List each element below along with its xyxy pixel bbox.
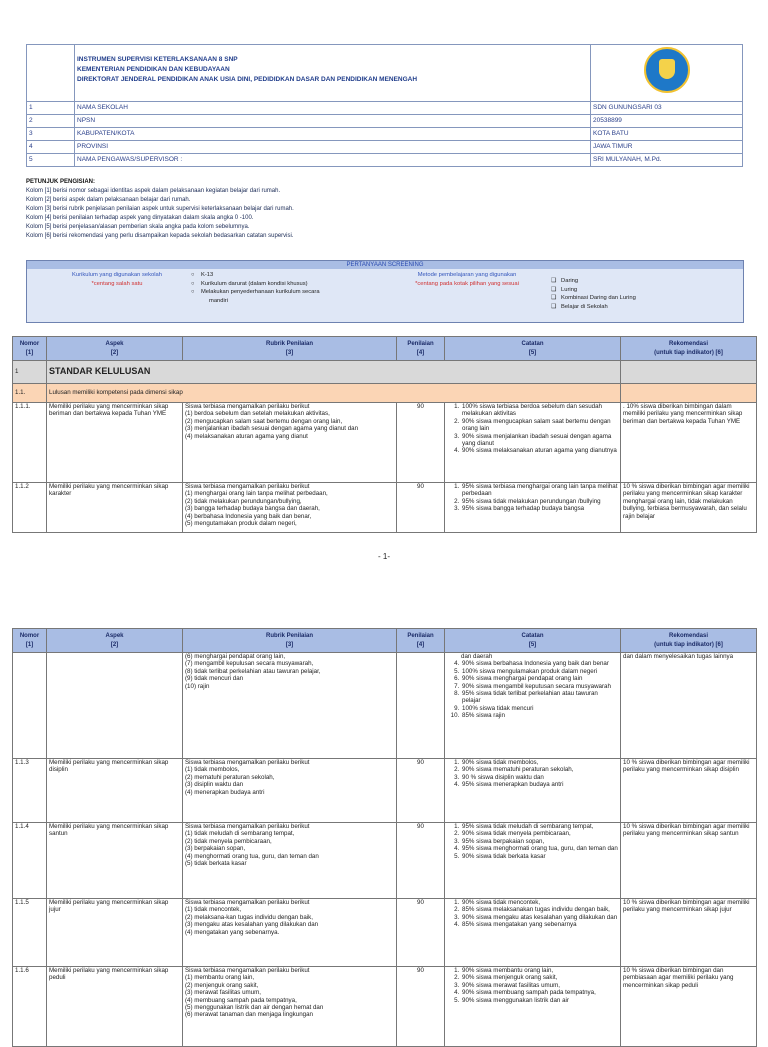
identity-row: 3 KABUPATEN/KOTA KOTA BATU	[27, 128, 743, 141]
rubric-line: (5) tidak berkata kasar	[185, 860, 247, 868]
assessment-table-page-2	[12, 628, 757, 1047]
recommendation-cell: dan dalam menyelesaikan tugas lainnya	[621, 653, 757, 759]
aspect-cell: Memiliki perilaku yang mencerminkan sikap beriman dan bertakwa kepada Tuhan YME	[47, 403, 183, 483]
notes-continuation: dan daerah	[461, 653, 493, 660]
identity-row: 4 PROVINSI JAWA TIMUR	[27, 141, 743, 154]
note-item: 2. 95% siswa tidak melakukan perundungan /bullying	[461, 498, 618, 505]
score-cell: 90	[397, 759, 445, 823]
rubric-line: Siswa terbiasa mengamalkan perilaku berikut	[185, 403, 310, 410]
identity-value: KOTA BATU	[591, 128, 743, 141]
note-item: 3. 90 % siswa disiplin waktu dan	[461, 774, 618, 781]
recommendation-cell: 10 % siswa diberikan bimbingan dan pembiasaan agar memiliki perilaku yang mencerminkan sikap peduli	[621, 967, 757, 1047]
rubric-line: (6) menghargai pendapat orang lain,	[185, 653, 286, 660]
notes-cell	[445, 403, 621, 483]
rubric-cell	[183, 403, 397, 483]
note-item: 10. 85% siswa rajin	[461, 712, 618, 719]
checkbox-kombinasi[interactable]: ❑ Kombinasi Daring dan Luring	[551, 295, 636, 301]
rubric-cell	[183, 483, 397, 533]
screening-title: PERTANYAAN SCREENING	[27, 261, 743, 269]
identity-value: SDN GUNUNGSARI 03	[591, 102, 743, 115]
row-number: 1.1.4	[13, 823, 47, 899]
table-row	[13, 899, 757, 967]
rubric-line: (8) tidak terlibat perkelahian atau tawuran pelajar,	[185, 667, 321, 675]
score-cell: 90	[397, 823, 445, 899]
row-number: 1.1.5	[13, 899, 47, 967]
score-cell: 90	[397, 967, 445, 1047]
notes-list	[447, 483, 618, 513]
note-item: 5. 100% siswa mengulamakan produk dalam negeri	[461, 668, 618, 675]
rubric-line: (2) menjenguk orang sakit,	[185, 981, 259, 989]
section-row: 1 STANDAR KELULUSAN	[13, 361, 757, 384]
aspect-cell: Memiliki perilaku yang mencerminkan sikap santun	[47, 823, 183, 899]
rubric-line: (3) merawat fasilitas umum,	[185, 989, 261, 997]
section-title: STANDAR KELULUSAN	[47, 361, 621, 384]
note-item: 5. 90% siswa menggunakan listrik dan air	[461, 997, 618, 1004]
screening-q2: Metode pembelajaran yang digunakan	[417, 272, 517, 278]
note-item: 2. 90% siswa mematuhi peraturan sekolah,	[461, 766, 618, 773]
note-item: 9. 100% siswa tidak mencuri	[461, 705, 618, 712]
rubric-line: (3) menjalankan ibadah sesuai dengan agama yang dianut dan	[185, 425, 359, 433]
subsection-title: Lulusan memiliki kompetensi pada dimensi sikap	[47, 384, 621, 403]
table-header-row: Nomor [1] Aspek [2] Rubrik Penilaian [3] Penilaian [4] Catatan [5] Rekomendasi (untuk tiap indikator) [6]	[13, 337, 757, 361]
radio-kurikulum-darurat[interactable]: ○ Kurikulum darurat (dalam kondisi khusus)	[191, 280, 308, 287]
rubric-line: (2) tidak menyela pembicaraan,	[185, 837, 272, 845]
aspect-cell: Memiliki perilaku yang mencerminkan sikap karakter	[47, 483, 183, 533]
rubric-line: Siswa terbiasa mengamalkan perilaku berikut	[185, 899, 310, 906]
note-item: 2. 90% siswa mengucapkan salam saat bertemu dengan orang lain	[461, 418, 618, 433]
note-item: 4. 90% siswa membuang sampah pada tempatnya,	[461, 989, 618, 996]
instruction-line: Kolom [4] berisi penilaian terhadap aspek yang dinyatakan dalam skala angka 0 -100.	[26, 215, 254, 221]
rubric-line: (1) tidak meludah di sembarang tempat,	[185, 830, 295, 838]
recommendation-cell: 10 % siswa diberikan bimbingan agar memiliki perilaku yang mencerminkan sikap karakter menghargai orang lain, tidak melakukan bullying, terbiasa bermusyawarah, dan selalu rajin belajar	[621, 483, 757, 533]
note-item: 3. 90% siswa menjalankan ibadah sesuai dengan agama yang dianut	[461, 433, 618, 448]
page-2	[0, 590, 768, 1024]
aspect-cell	[47, 653, 183, 759]
checkbox-daring[interactable]: ❑ Daring	[551, 278, 579, 284]
notes-cell	[445, 823, 621, 899]
notes-cell	[445, 759, 621, 823]
table-row	[13, 403, 757, 483]
note-item: 4. 90% siswa melaksanakan aturan agama yang dianutnya	[461, 447, 618, 454]
assessment-table-page-1	[12, 336, 757, 533]
note-item: 1. 90% siswa tidak membolos,	[461, 759, 618, 766]
rubric-line: Siswa terbiasa mengamalkan perilaku berikut	[185, 967, 310, 974]
rubric-line: (4) berbahasa Indonesia yang baik dan benar,	[185, 512, 312, 520]
tut-wuri-handayani-logo-icon	[644, 47, 690, 93]
notes-cell	[445, 483, 621, 533]
radio-penyederhanaan[interactable]: ○ Melakukan penyederhanaan kurikulum secara	[191, 289, 320, 295]
rubric-line: (1) tidak membolos,	[185, 766, 240, 774]
rubric-line: (2) mengucapkan salam saat bertemu dengan orang lain,	[185, 417, 343, 425]
instruction-line: Kolom [2] berisi aspek dalam pelaksanaan belajar dari rumah.	[26, 197, 191, 203]
identity-label: PROVINSI	[75, 141, 591, 154]
rubric-line: (4) menerapkan budaya antri	[185, 788, 265, 796]
note-item: 4. 85% siswa mengatakan yang sebenarnya	[461, 921, 618, 928]
recommendation-cell: 10 % siswa diberikan bimbingan agar memiliki perilaku yang mencerminkan sikap santun	[621, 823, 757, 899]
note-item: 1. 95% siswa terbiasa menghargai orang lain tanpa melihat perbedaan	[461, 483, 618, 498]
instruction-line: Kolom [5] berisi penjelasan/alasan pemberian skala angka pada kolom sebelumnya.	[26, 224, 250, 230]
note-item: 4. 95% siswa menerapkan budaya antri	[461, 781, 618, 788]
table-row	[13, 967, 757, 1047]
rubric-line: (4) mengatakan yang sebenarnya.	[185, 928, 280, 936]
note-item: 2. 90% siswa menjenguk orang sakit,	[461, 974, 618, 981]
note-item: 4. 95% siswa menghormati orang tua, guru, dan teman dan	[461, 845, 618, 852]
identity-row: 1 NAMA SEKOLAH SDN GUNUNGSARI 03	[27, 102, 743, 115]
instruction-line: Kolom [3] berisi rubrik penjelasan penilaian aspek untuk supervisi keterlaksanaan belajar dari rumah.	[26, 206, 294, 212]
page-1-rows	[13, 403, 757, 533]
screening-q2-note: *centang pada kotak pilihan yang sesuai	[415, 280, 519, 287]
row-number: 1.1.2	[13, 483, 47, 533]
rubric-line: (7) mengambil kepulusan secara musyawarah,	[185, 660, 314, 668]
notes-cell	[445, 653, 621, 759]
rubric-cell	[183, 899, 397, 967]
note-item: 5. 90% siswa tidak berkata kasar	[461, 853, 618, 860]
instruction-line: Kolom [1] berisi nomor sebagai identitas aspek dalam pelaksanaan kegiatan belajar dari rumah.	[26, 188, 281, 194]
rubric-line: (2) tidak melakukan perundungan/bullying,	[185, 497, 302, 505]
notes-list	[447, 403, 618, 455]
identity-label: NAMA PENGAWAS/SUPERVISOR :	[75, 154, 591, 167]
note-item: 8. 95% siswa tidak terlibat perkelahian atau tawuran pelajar	[461, 690, 618, 705]
note-item: 7. 90% siswa mengambil keputusan secara musyawarah	[461, 683, 618, 690]
aspect-cell: Memiliki perilaku yang mencerminkan sikap jujur	[47, 899, 183, 967]
notes-list	[447, 660, 618, 719]
rubric-line: (5) mengutamakan produk dalam negeri,	[185, 520, 297, 528]
notes-list	[447, 759, 618, 789]
recommendation-cell: 10 % siswa diberikan bimbingan agar memiliki perilaku yang mencerminkan sikap disiplin	[621, 759, 757, 823]
radio-k13[interactable]: ○ K-13	[191, 272, 214, 278]
score-cell	[397, 653, 445, 759]
recommendation-cell: 10 % siswa diberikan bimbingan agar memiliki perilaku yang mencerminkan sikap jujur	[621, 899, 757, 967]
note-item: 1. 95% siswa tidak meludah di sembarang tempat,	[461, 823, 618, 830]
aspect-cell: Memiliki perilaku yang mencerminkan sikap disiplin	[47, 759, 183, 823]
notes-cell	[445, 899, 621, 967]
identity-header-table	[26, 44, 743, 167]
rubric-cell	[183, 823, 397, 899]
rubric-line: (2) melaksana-kan tugas individu dengan baik,	[185, 913, 313, 921]
table-row	[13, 483, 757, 533]
table-row	[13, 653, 757, 759]
note-item: 3. 95% siswa bangga terhadap budaya bangsa	[461, 505, 618, 512]
instructions	[26, 178, 742, 241]
note-item: 3. 90% siswa mengaku atas kesalahan yang dilakukan dan	[461, 914, 618, 921]
note-item: 3. 90% siswa merawat fasilitas umum,	[461, 982, 618, 989]
rubric-line: (1) berdoa sebelum dan setelah melakukan aktivitas,	[185, 410, 330, 418]
instruction-line: Kolom [6] berisi rekomendasi yang perlu disampaikan kepada sekolah bedasarkan catatan supervisi.	[26, 233, 294, 239]
identity-row: 5 NAMA PENGAWAS/SUPERVISOR : SRI MULYANAH, M.Pd.	[27, 154, 743, 167]
identity-label: KABUPATEN/KOTA	[75, 128, 591, 141]
score-cell: 90	[397, 403, 445, 483]
note-item: 1. 90% siswa membantu orang lain,	[461, 967, 618, 974]
note-item: 3. 95% siswa berpakaian sopan,	[461, 838, 618, 845]
score-cell: 90	[397, 483, 445, 533]
screening-box	[26, 260, 744, 323]
notes-list	[447, 967, 618, 1004]
page-number: - 1-	[378, 552, 390, 561]
rubric-line: (4) menghormati orang tua, guru, dan teman dan	[185, 852, 319, 860]
table-row	[13, 823, 757, 899]
recommendation-cell: . 10% siswa diberikan bimbingan dalam memiliki perilaku yang mencerminkan sikap beriman dan bertakwa kepada Tuhan YME	[621, 403, 757, 483]
note-item: 1. 100% siswa terbiasa berdoa sebelum dan sesudah melakukan aktivitas	[461, 403, 618, 418]
rubric-line: (4) melaksanakan aturan agama yang dianut	[185, 432, 308, 440]
rubric-line: (4) membuang sampah pada tempatnya,	[185, 996, 297, 1004]
title-line: INSTRUMEN SUPERVISI KETERLAKSANAAN 8 SNP	[77, 56, 238, 63]
note-item: 1. 90% siswa tidak mencontek,	[461, 899, 618, 906]
score-cell: 90	[397, 899, 445, 967]
rubric-line: Siswa terbiasa mengamalkan perilaku berikut	[185, 823, 310, 830]
rubric-cell	[183, 967, 397, 1047]
identity-value: 20538899	[591, 115, 743, 128]
subsection-row: 1.1. Lulusan memiliki kompetensi pada dimensi sikap	[13, 384, 757, 403]
title-line: DIREKTORAT JENDERAL PENDIDIKAN ANAK USIA DINI, PEDIDIDKAN DASAR DAN PENDIDIKAN MENENGAH	[77, 76, 418, 83]
rubric-line: (3) mengaku atas kesalahan yang dilakukan dan	[185, 921, 319, 929]
row-number: 1.1.6	[13, 967, 47, 1047]
rubric-line: Siswa terbiasa mengamalkan perilaku berikut	[185, 483, 310, 490]
rubric-line: (5) menggunakan listrik dan air dengan hemat dan	[185, 1004, 324, 1012]
notes-cell	[445, 967, 621, 1047]
rubric-line: (3) disiplin waktu dan	[185, 781, 244, 789]
row-number: 1.1.3	[13, 759, 47, 823]
document-title	[75, 45, 591, 102]
rubric-line: (9) tidak mencuri dan	[185, 675, 244, 683]
rubric-line: (1) membantu orang lain,	[185, 974, 255, 982]
rubric-line: (1) menghargai orang lain tanpa melihat perbedaan,	[185, 490, 328, 498]
rubric-line: (1) tidak mencontek,	[185, 906, 242, 914]
rubric-line: Siswa terbiasa mengamalkan perilaku berikut	[185, 759, 310, 766]
note-item: 6. 90% siswa menghargai pendapat orang lain	[461, 675, 618, 682]
screening-q1-note: *centang salah satu	[91, 280, 143, 287]
screening-q1: Kurikulum yang digunakan sekolah	[72, 272, 162, 278]
rubric-line: (10) rajin	[185, 682, 210, 690]
checkbox-luring[interactable]: ❑ Luring	[551, 286, 578, 293]
note-item: 2. 85% siswa melaksanakan tugas individu dengan baik,	[461, 906, 618, 913]
row-number	[13, 653, 47, 759]
identity-row: 2 NPSN 20538899	[27, 115, 743, 128]
notes-list	[447, 899, 618, 929]
note-item: 4. 90% siswa berbahasa Indonesia yang baik dan benar	[461, 660, 618, 667]
checkbox-belajar-di-sekolah[interactable]: ❑ Belajar di Sekolah	[551, 303, 608, 310]
note-item: 2. 90% siswa tidak menyela pembicaraan,	[461, 830, 618, 837]
aspect-cell: Memiliki perilaku yang mencerminkan sikap peduli	[47, 967, 183, 1047]
rubric-line: (6) merawat tanaman dan menjaga lingkungan	[185, 1011, 313, 1019]
rubric-line: (3) berpakaian sopan,	[185, 845, 246, 853]
identity-value: SRI MULYANAH, M.Pd.	[591, 154, 743, 167]
notes-list	[447, 823, 618, 860]
title-line: KEMENTERIAN PENDIDIKAN DAN KEBUDAYAAN	[77, 66, 230, 73]
rubric-cell	[183, 759, 397, 823]
identity-label: NPSN	[75, 115, 591, 128]
page-2-rows	[13, 653, 757, 1047]
identity-label: NAMA SEKOLAH	[75, 102, 591, 115]
table-row	[13, 759, 757, 823]
identity-value: JAWA TIMUR	[591, 141, 743, 154]
rubric-line: (3) bangga terhadap budaya bangsa dan daerah,	[185, 505, 320, 513]
method-options	[551, 277, 731, 311]
table-header-row: Nomor [1] Aspek [2] Rubrik Penilaian [3] Penilaian [4] Catatan [5] Rekomendasi (untuk tiap indikator) [6]	[13, 629, 757, 653]
row-number: 1.1.1.	[13, 403, 47, 483]
curriculum-options: ○ K-13 ○ Kurikulum darurat (dalam kondisi khusus) ○ Melakukan penyederhanaan kurikulum secara mandiri	[191, 271, 391, 305]
rubric-cell	[183, 653, 397, 759]
rubric-line: (2) mematuhi peraturan sekolah,	[185, 773, 275, 781]
instructions-heading: PETUNJUK PENGISIAN:	[26, 179, 96, 185]
